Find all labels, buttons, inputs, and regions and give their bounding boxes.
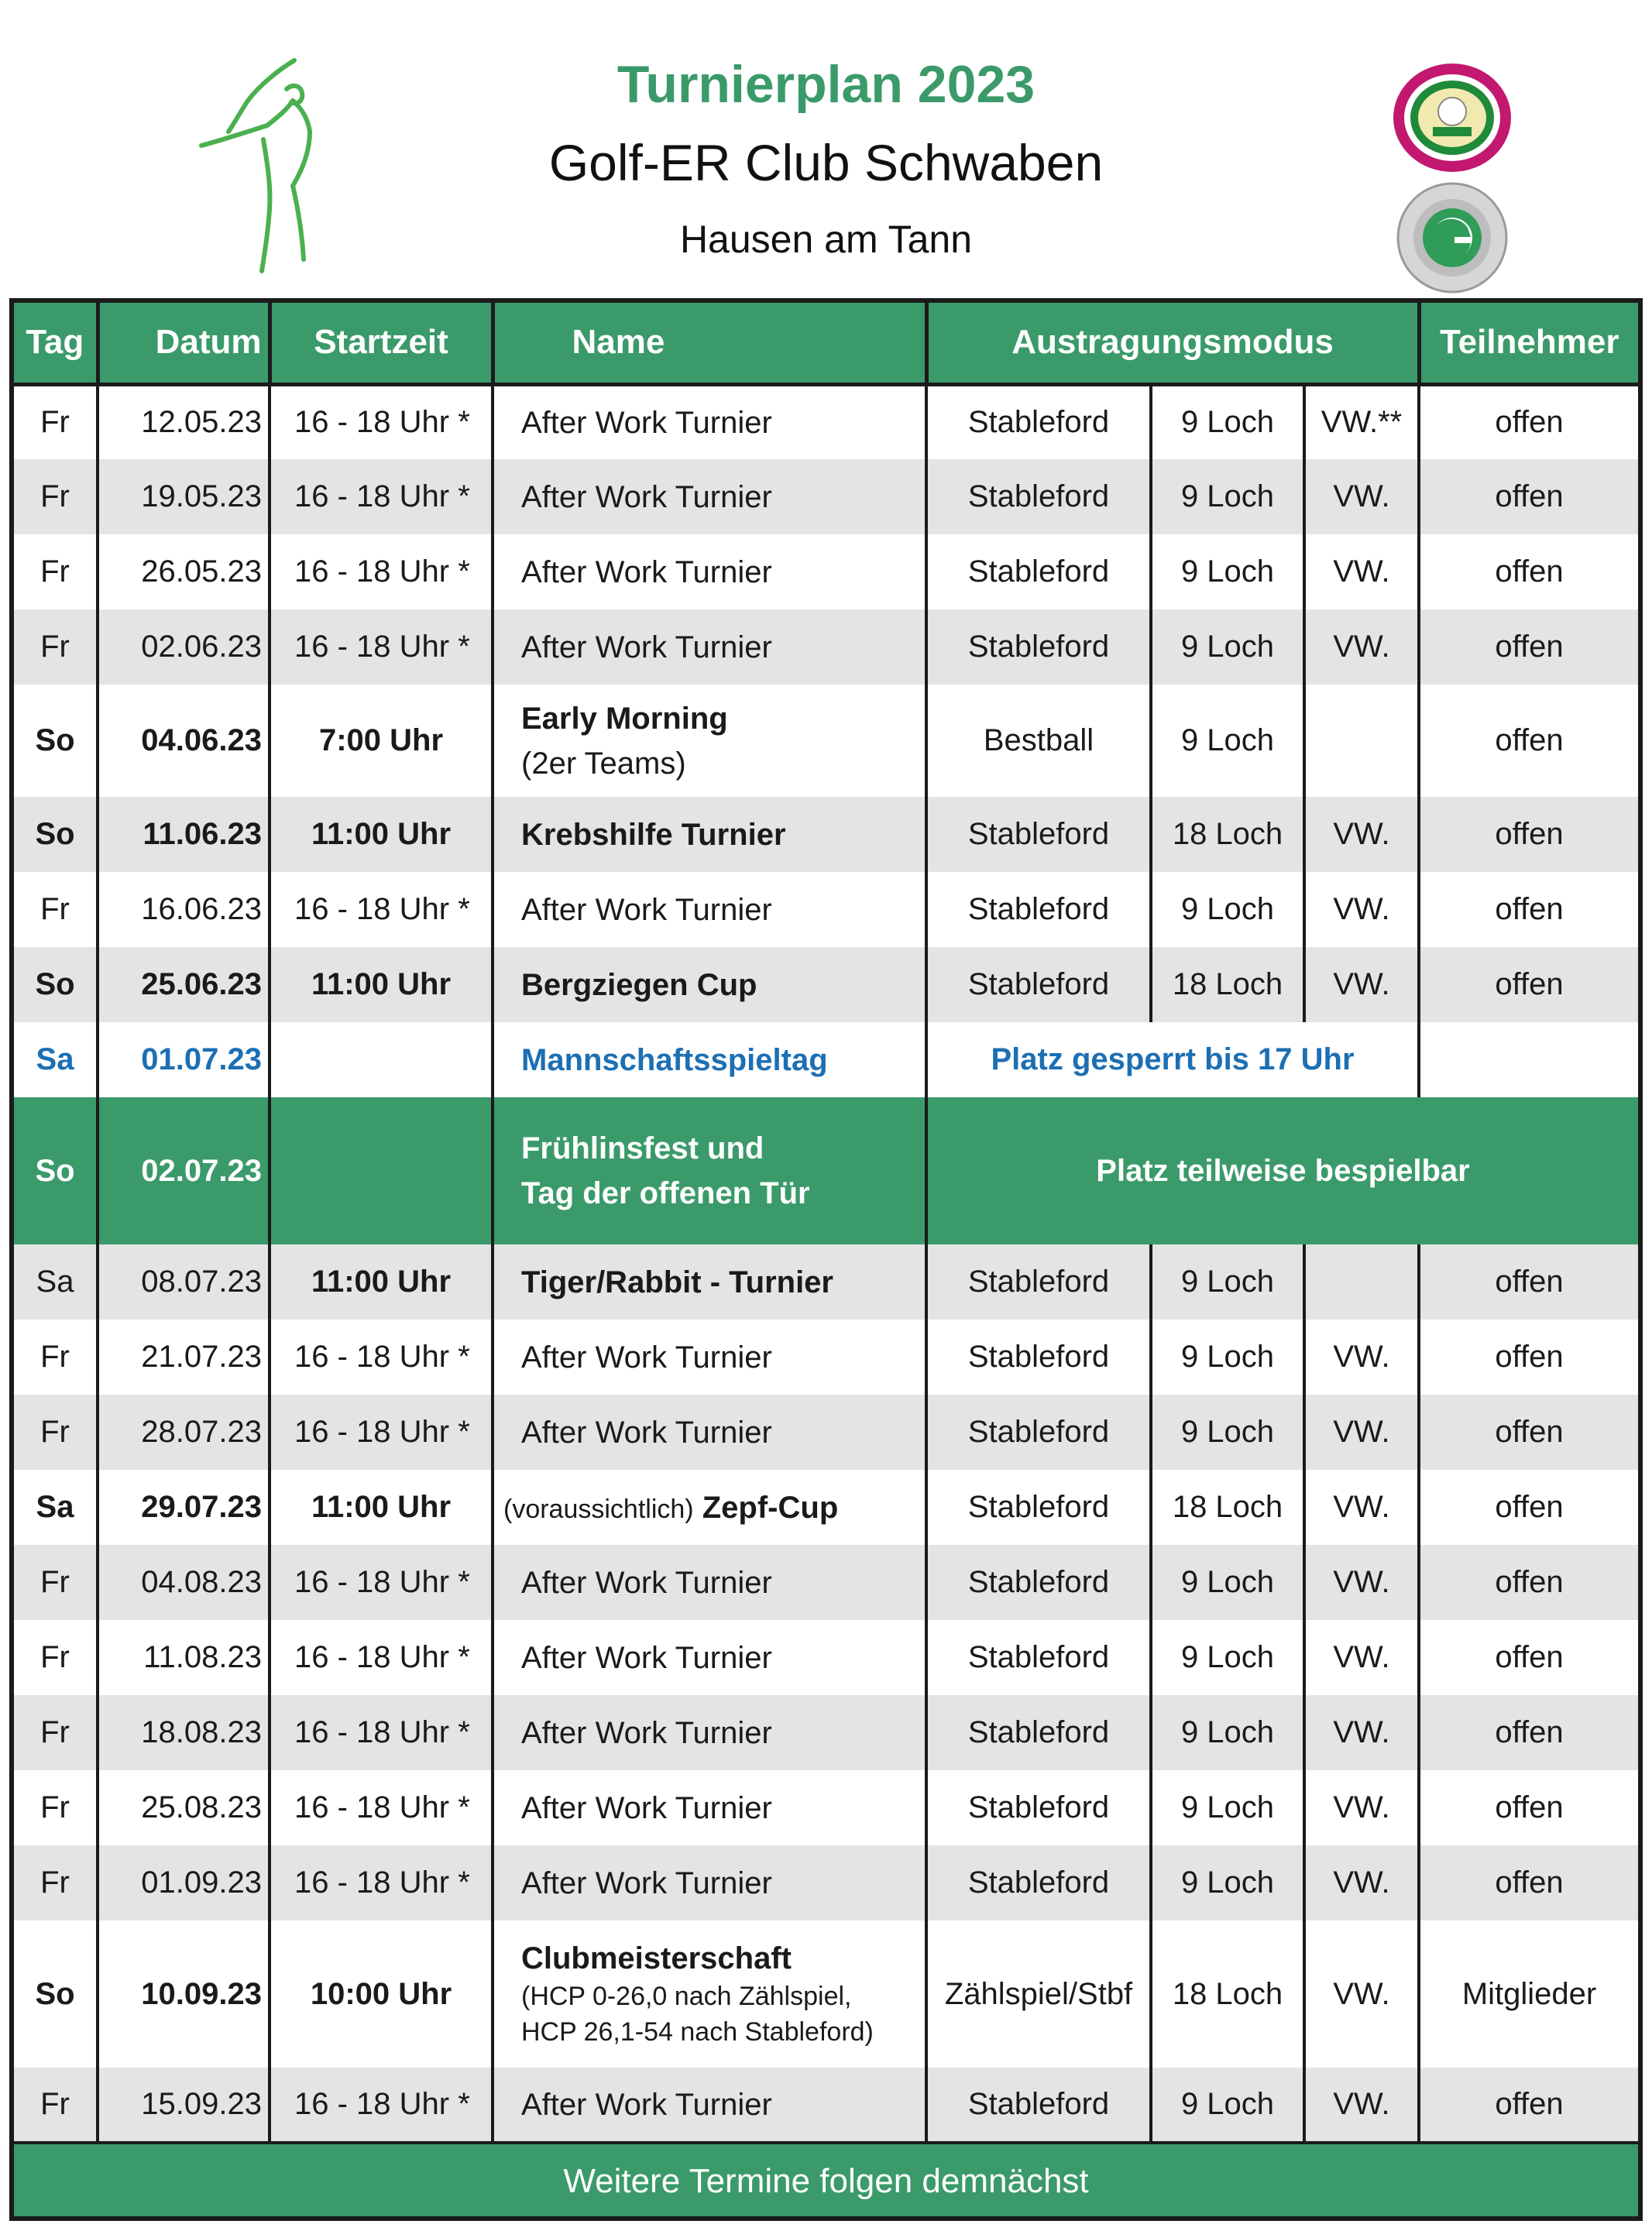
cell-startzeit: 11:00 Uhr — [270, 947, 493, 1022]
cell-startzeit: 16 - 18 Uhr * — [270, 1770, 493, 1845]
cell-tag: Sa — [14, 1470, 98, 1545]
cell-name: After Work Turnier — [493, 1320, 926, 1395]
cell-name: Tiger/Rabbit - Turnier — [493, 1244, 926, 1320]
cell-startzeit — [270, 1022, 493, 1097]
cell-vw: VW. — [1304, 947, 1419, 1022]
cell-startzeit: 16 - 18 Uhr * — [270, 1545, 493, 1620]
cell-modus: Stableford — [926, 1770, 1151, 1845]
cell-modus: Stableford — [926, 1470, 1151, 1545]
event-subtitle: Tag der offenen Tür — [521, 1176, 810, 1210]
cell-startzeit: 16 - 18 Uhr * — [270, 1695, 493, 1770]
cell-modus: Stableford — [926, 609, 1151, 685]
cell-teilnehmer: offen — [1419, 609, 1638, 685]
event-subtitle: (2er Teams) — [521, 746, 686, 781]
cell-tag: Sa — [14, 1244, 98, 1320]
event-name: Clubmeisterschaft — [521, 1941, 792, 1976]
cell-name — [493, 1920, 926, 2068]
tournament-table — [9, 298, 1643, 2221]
cell-loch: 9 Loch — [1151, 609, 1304, 685]
cell-name: After Work Turnier — [493, 1770, 926, 1845]
cell-vw: VW. — [1304, 1770, 1419, 1845]
cell-modus: Stableford — [926, 1244, 1151, 1320]
deutscher-golf-verband-logo-icon — [1394, 180, 1510, 296]
cell-tag: Fr — [14, 2068, 98, 2143]
cell-startzeit: 16 - 18 Uhr * — [270, 1395, 493, 1470]
table-footer-row — [14, 2143, 1638, 2218]
cell-startzeit: 11:00 Uhr — [270, 1470, 493, 1545]
cell-vw: VW. — [1304, 797, 1419, 872]
table-row — [14, 2068, 1638, 2143]
cell-name: After Work Turnier — [493, 2068, 926, 2143]
table-row — [14, 1320, 1638, 1395]
event-name: Early Morning — [521, 701, 728, 736]
cell-tag: Fr — [14, 459, 98, 534]
table-row — [14, 384, 1638, 459]
cell-tag: Fr — [14, 1320, 98, 1395]
cell-loch: 9 Loch — [1151, 1620, 1304, 1695]
cell-datum: 08.07.23 — [98, 1244, 270, 1320]
cell-modus: Zählspiel/Stbf — [926, 1920, 1151, 2068]
cell-tag: So — [14, 1097, 98, 1244]
col-header-name: Name — [493, 303, 926, 384]
table-row — [14, 1022, 1638, 1097]
cell-teilnehmer: offen — [1495, 892, 1564, 926]
table-row — [14, 1770, 1638, 1845]
cell-loch: 9 Loch — [1151, 872, 1304, 947]
cell-vw: VW. — [1304, 459, 1419, 534]
cell-modus: Stableford — [926, 1320, 1151, 1395]
table-row — [14, 1470, 1638, 1545]
cell-loch: 9 Loch — [1151, 1770, 1304, 1845]
col-header-tag: Tag — [14, 303, 98, 384]
cell-name — [493, 1097, 926, 1244]
cell-vw: VW. — [1304, 1320, 1419, 1395]
cell-vw — [1304, 685, 1419, 797]
cell-tag: Fr — [14, 534, 98, 609]
cell-startzeit: 16 - 18 Uhr * — [270, 1845, 493, 1920]
cell-name: Mannschaftsspieltag — [493, 1022, 926, 1097]
cell-tag: So — [14, 1920, 98, 2068]
cell-datum: 21.07.23 — [98, 1320, 270, 1395]
cell-vw: VW. — [1304, 534, 1419, 609]
cell-name — [493, 1470, 926, 1545]
club-name: Golf-ER Club Schwaben — [548, 134, 1104, 191]
cell-startzeit: 7:00 Uhr — [270, 685, 493, 797]
cell-tag: Fr — [14, 384, 98, 459]
table-row — [14, 947, 1638, 1022]
cell-name: After Work Turnier — [493, 609, 926, 685]
event-name: Zepf-Cup — [702, 1490, 839, 1525]
cell-teilnehmer: offen — [1495, 554, 1564, 589]
cell-tag: Fr — [14, 1845, 98, 1920]
cell-datum: 29.07.23 — [98, 1470, 270, 1545]
cell-tag: Fr — [14, 609, 98, 685]
cell-datum: 18.08.23 — [98, 1695, 270, 1770]
cell-loch: 9 Loch — [1151, 1395, 1304, 1470]
club-location: Hausen am Tann — [679, 218, 973, 261]
cell-startzeit: 16 - 18 Uhr * — [270, 534, 493, 609]
cell-modus: Stableford — [926, 2068, 1151, 2143]
cell-datum: 11.06.23 — [98, 797, 270, 872]
cell-startzeit: 11:00 Uhr — [270, 1244, 493, 1320]
cell-teilnehmer: offen — [1495, 405, 1564, 440]
cell-datum: 01.09.23 — [98, 1845, 270, 1920]
cell-startzeit: 16 - 18 Uhr * — [270, 1620, 493, 1695]
cell-teilnehmer: offen — [1495, 1640, 1564, 1674]
cell-datum: 16.06.23 — [98, 872, 270, 947]
cell-teilnehmer: offen — [1419, 1244, 1638, 1320]
table-row — [14, 1545, 1638, 1620]
col-header-modus: Austragungsmodus — [926, 303, 1419, 384]
cell-loch: 9 Loch — [1151, 1244, 1304, 1320]
cell-teilnehmer: offen — [1495, 1790, 1564, 1824]
cell-datum: 01.07.23 — [98, 1022, 270, 1097]
cell-modus: Stableford — [926, 1395, 1151, 1470]
cell-vw: VW. — [1304, 1920, 1419, 2068]
cell-startzeit: 11:00 Uhr — [270, 797, 493, 872]
cell-tag: Fr — [14, 1545, 98, 1620]
page-title: Turnierplan 2023 — [616, 55, 1036, 114]
cell-loch: 18 Loch — [1151, 1470, 1304, 1545]
cell-name: After Work Turnier — [493, 459, 926, 534]
cell-modus: Stableford — [926, 1695, 1151, 1770]
cell-name: Krebshilfe Turnier — [493, 797, 926, 872]
cell-startzeit: 16 - 18 Uhr * — [270, 1320, 493, 1395]
event-subtitle: (HCP 0-26,0 nach Zählspiel, HCP 26,1-54 nach Stableford) — [521, 1982, 874, 2047]
table-header-row — [14, 303, 1638, 384]
table-row — [14, 872, 1638, 947]
cell-name: After Work Turnier — [493, 1695, 926, 1770]
cell-datum: 04.08.23 — [98, 1545, 270, 1620]
col-header-teilnehmer: Teilnehmer — [1419, 303, 1638, 384]
cell-modus: Stableford — [926, 459, 1151, 534]
cell-vw: VW. — [1304, 1620, 1419, 1695]
table-row — [14, 534, 1638, 609]
cell-name: After Work Turnier — [493, 384, 926, 459]
cell-loch: 9 Loch — [1151, 534, 1304, 609]
cell-teilnehmer: offen — [1419, 1545, 1638, 1620]
col-header-startzeit: Startzeit — [270, 303, 493, 384]
golf-club-emblem-icon — [1390, 56, 1514, 180]
cell-datum: 02.07.23 — [98, 1097, 270, 1244]
cell-vw: VW. — [1304, 872, 1419, 947]
cell-tag: So — [14, 685, 98, 797]
cell-loch: 9 Loch — [1151, 1845, 1304, 1920]
cell-loch: 9 Loch — [1151, 1545, 1304, 1620]
cell-name: After Work Turnier — [493, 872, 926, 947]
cell-vw — [1304, 1244, 1419, 1320]
cell-loch: 18 Loch — [1151, 797, 1304, 872]
cell-datum: 15.09.23 — [98, 2068, 270, 2143]
page-header — [0, 0, 1652, 294]
cell-startzeit: 16 - 18 Uhr * — [270, 2068, 493, 2143]
cell-datum: 04.06.23 — [98, 685, 270, 797]
cell-name: After Work Turnier — [493, 1395, 926, 1470]
cell-startzeit — [270, 1097, 493, 1244]
table-row — [14, 1097, 1638, 1244]
table-row — [14, 1244, 1638, 1320]
table-row — [14, 1620, 1638, 1695]
cell-note: Platz teilweise bespielbar — [926, 1097, 1638, 1244]
cell-teilnehmer: offen — [1495, 1490, 1564, 1524]
cell-datum: 25.08.23 — [98, 1770, 270, 1845]
cell-teilnehmer: offen — [1495, 1340, 1564, 1374]
table-row — [14, 797, 1638, 872]
cell-name — [493, 685, 926, 797]
cell-datum: 25.06.23 — [98, 947, 270, 1022]
cell-tag: Fr — [14, 1395, 98, 1470]
cell-modus: Bestball — [926, 685, 1151, 797]
cell-teilnehmer: offen — [1419, 797, 1638, 872]
cell-modus: Stableford — [926, 1620, 1151, 1695]
cell-startzeit: 10:00 Uhr — [270, 1920, 493, 2068]
cell-tag: Fr — [14, 1620, 98, 1695]
cell-modus: Stableford — [926, 947, 1151, 1022]
col-header-datum: Datum — [98, 303, 270, 384]
cell-teilnehmer: offen — [1419, 1395, 1638, 1470]
cell-teilnehmer: offen — [1419, 2068, 1638, 2143]
cell-loch: 9 Loch — [1151, 1320, 1304, 1395]
cell-startzeit: 16 - 18 Uhr * — [270, 872, 493, 947]
table-row — [14, 1845, 1638, 1920]
event-prefix: (voraussichtlich) — [503, 1494, 694, 1524]
cell-vw: VW. — [1304, 1470, 1419, 1545]
cell-vw: VW. — [1304, 609, 1419, 685]
cell-modus: Stableford — [926, 384, 1151, 459]
cell-datum: 11.08.23 — [98, 1620, 270, 1695]
cell-name: After Work Turnier — [493, 1845, 926, 1920]
cell-modus: Stableford — [926, 1545, 1151, 1620]
cell-teilnehmer: offen — [1419, 459, 1638, 534]
cell-name: After Work Turnier — [493, 1620, 926, 1695]
cell-tag: So — [14, 947, 98, 1022]
cell-loch: 9 Loch — [1151, 1695, 1304, 1770]
cell-teilnehmer: offen — [1419, 947, 1638, 1022]
event-name: Frühlinsfest und — [521, 1131, 764, 1165]
cell-teilnehmer — [1419, 1022, 1638, 1097]
cell-loch: 9 Loch — [1151, 685, 1304, 797]
cell-startzeit: 16 - 18 Uhr * — [270, 609, 493, 685]
footer-note: Weitere Termine folgen demnächst — [14, 2143, 1638, 2218]
cell-datum: 10.09.23 — [98, 1920, 270, 2068]
cell-modus: Stableford — [926, 797, 1151, 872]
cell-startzeit: 16 - 18 Uhr * — [270, 384, 493, 459]
cell-startzeit: 16 - 18 Uhr * — [270, 459, 493, 534]
cell-teilnehmer: Mitglieder — [1461, 1976, 1597, 2011]
cell-teilnehmer: offen — [1419, 1845, 1638, 1920]
cell-datum: 12.05.23 — [98, 384, 270, 459]
cell-vw: VW. — [1304, 1545, 1419, 1620]
cell-loch: 18 Loch — [1151, 1920, 1304, 2068]
cell-loch: 9 Loch — [1151, 2068, 1304, 2143]
cell-datum: 02.06.23 — [98, 609, 270, 685]
cell-modus: Stableford — [926, 872, 1151, 947]
cell-loch: 9 Loch — [1151, 459, 1304, 534]
cell-note: Platz gesperrt bis 17 Uhr — [926, 1022, 1419, 1097]
cell-vw: VW. — [1304, 2068, 1419, 2143]
cell-vw: VW.** — [1304, 384, 1419, 459]
cell-datum: 26.05.23 — [98, 534, 270, 609]
cell-vw: VW. — [1304, 1395, 1419, 1470]
table-row — [14, 685, 1638, 797]
table-row — [14, 609, 1638, 685]
cell-name: After Work Turnier — [493, 1545, 926, 1620]
cell-name: Bergziegen Cup — [493, 947, 926, 1022]
cell-loch: 18 Loch — [1151, 947, 1304, 1022]
cell-loch: 9 Loch — [1151, 384, 1304, 459]
cell-modus: Stableford — [926, 534, 1151, 609]
table-row — [14, 1395, 1638, 1470]
cell-modus: Stableford — [926, 1845, 1151, 1920]
table-row — [14, 1920, 1638, 2068]
cell-teilnehmer: offen — [1495, 723, 1564, 757]
cell-vw: VW. — [1304, 1845, 1419, 1920]
cell-tag: So — [14, 797, 98, 872]
cell-tag: Sa — [14, 1022, 98, 1097]
cell-teilnehmer: offen — [1419, 1695, 1638, 1770]
table-row — [14, 1695, 1638, 1770]
cell-name: After Work Turnier — [493, 534, 926, 609]
cell-datum: 19.05.23 — [98, 459, 270, 534]
cell-tag: Fr — [14, 1695, 98, 1770]
cell-datum: 28.07.23 — [98, 1395, 270, 1470]
cell-tag: Fr — [14, 1770, 98, 1845]
cell-tag: Fr — [14, 872, 98, 947]
cell-vw: VW. — [1304, 1695, 1419, 1770]
table-row — [14, 459, 1638, 534]
